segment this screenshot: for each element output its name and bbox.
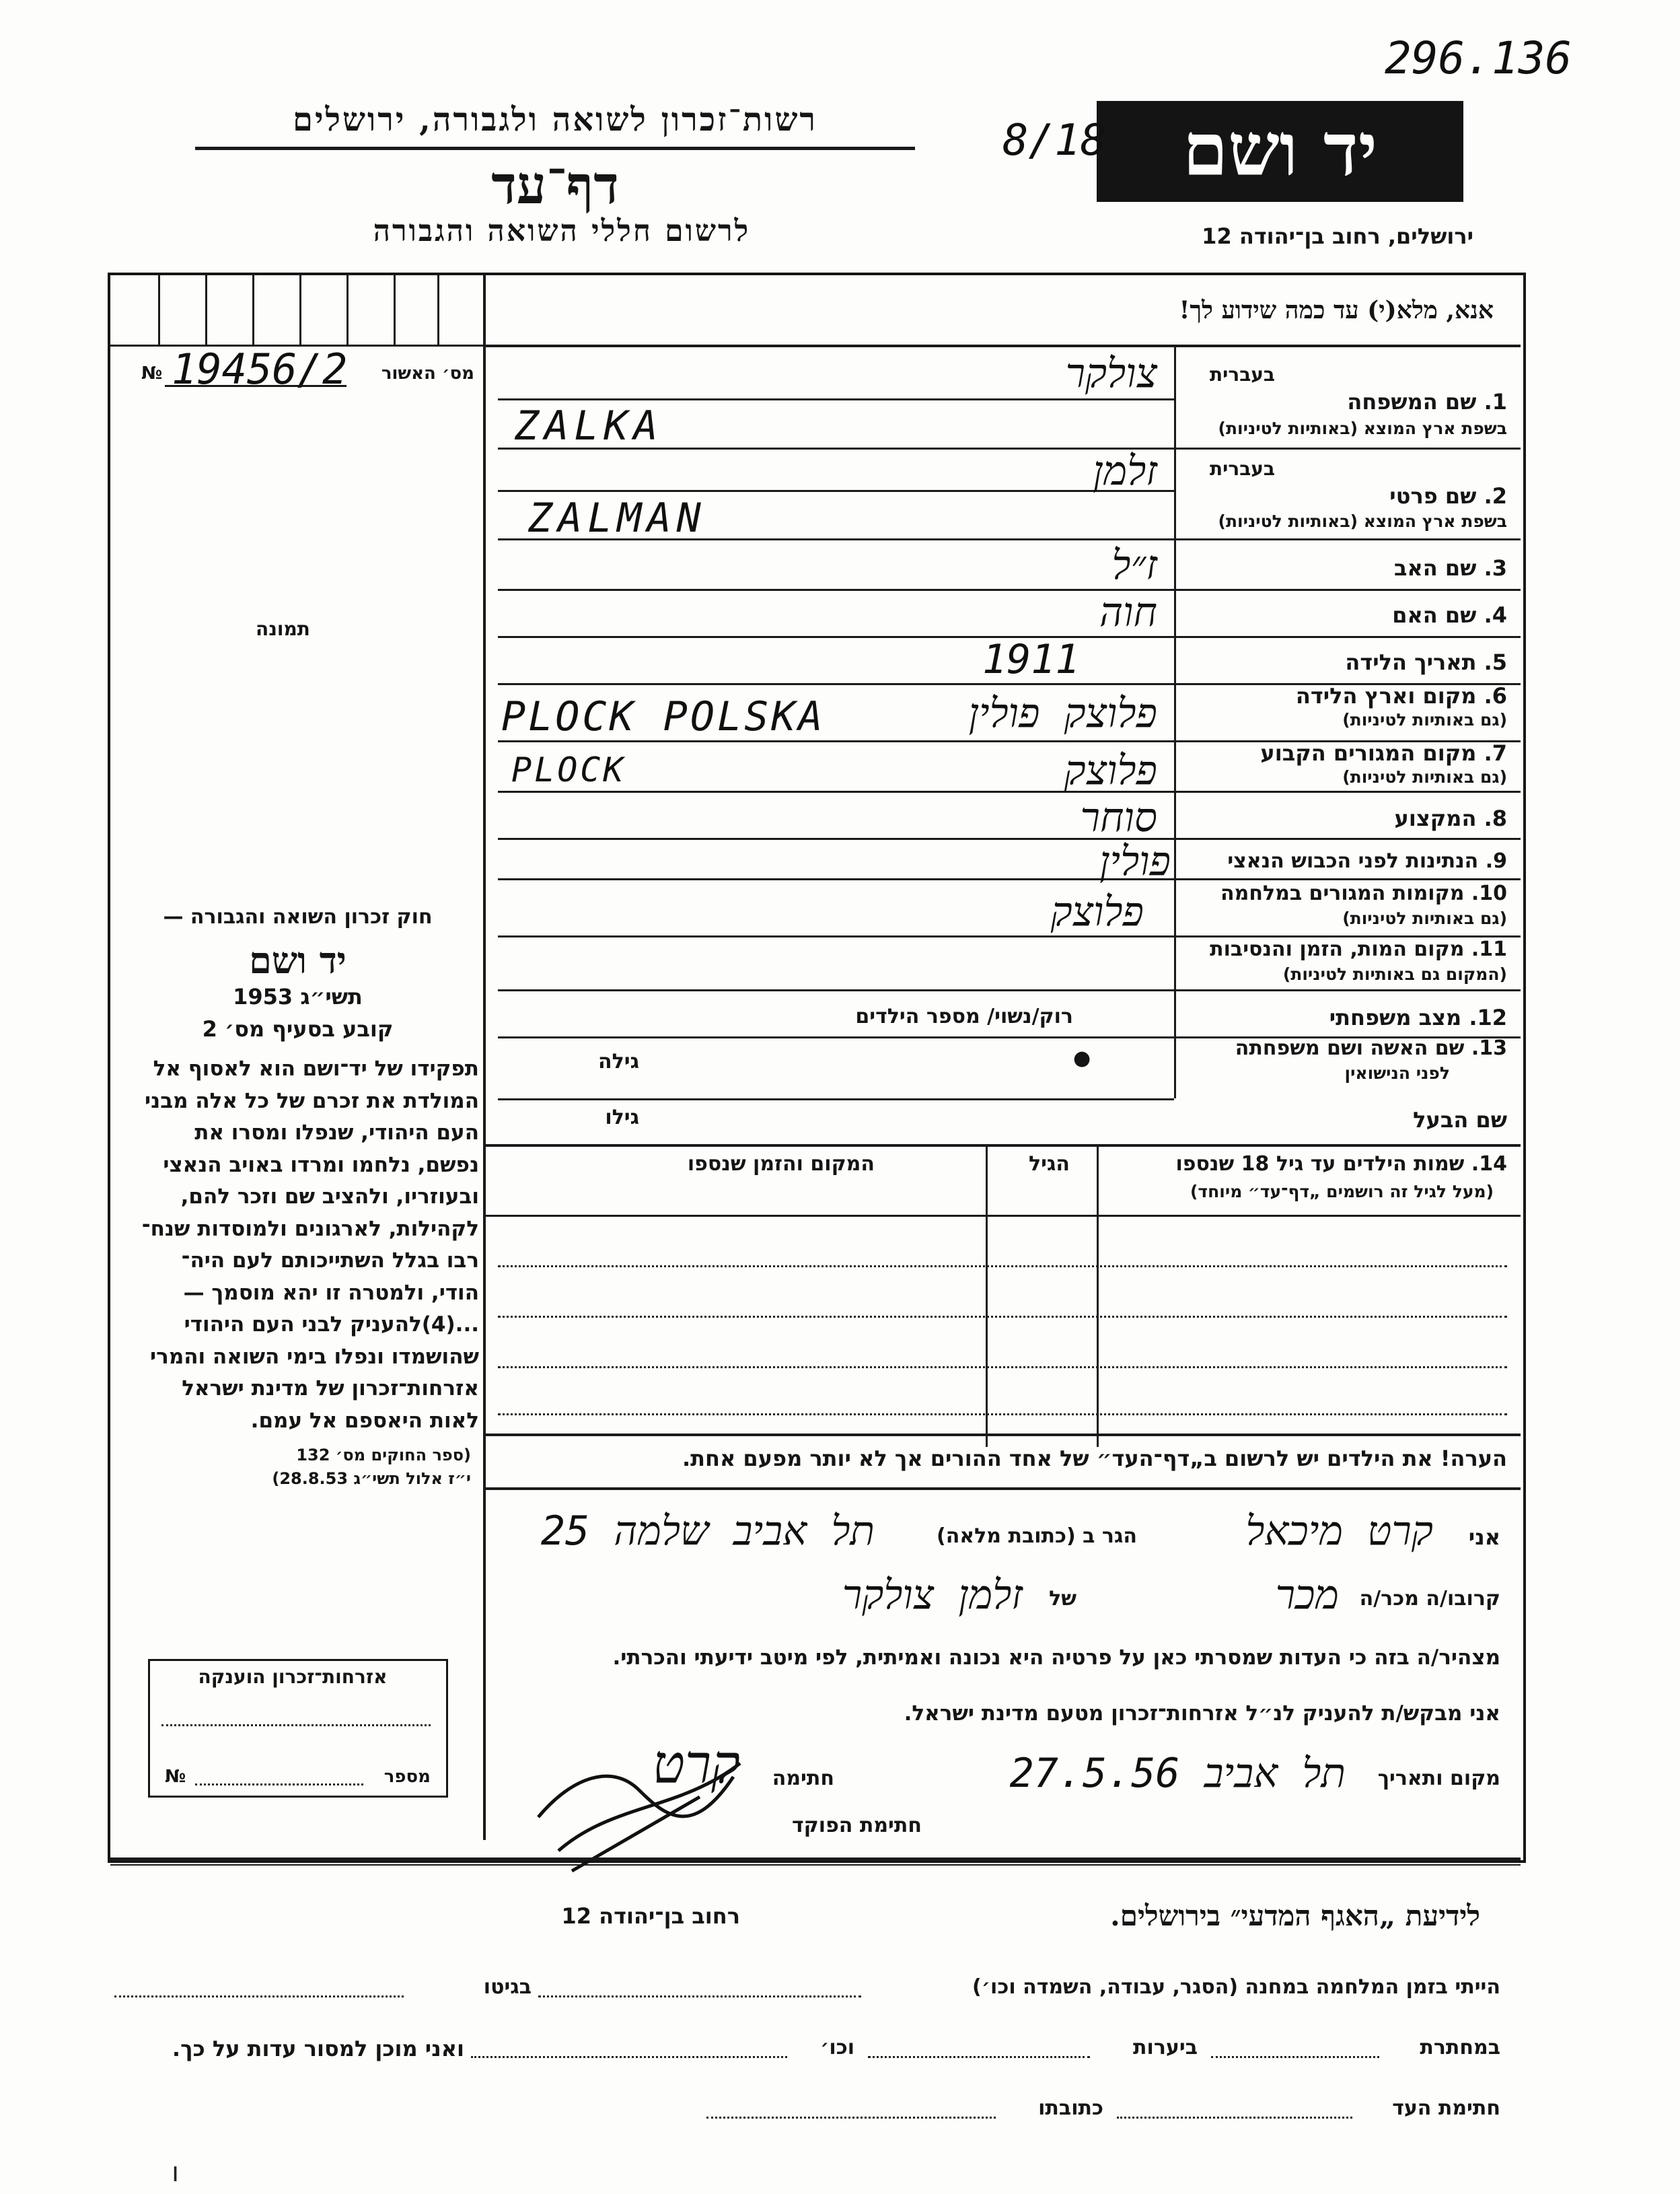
signature-value[interactable]: קרט <box>652 1733 740 1796</box>
grid-cell <box>158 275 160 345</box>
field-12-options[interactable]: רוק/נשוי/ מספר הילדים <box>855 1005 1073 1028</box>
field-2-hebrew-value[interactable]: זלמן <box>1093 448 1157 495</box>
field-1-hebrew-value[interactable]: צולקר <box>1065 350 1157 397</box>
field-1-label: 1. שם המשפחה <box>1347 389 1507 415</box>
law-line: רבו בגלל השתייכותם לעם היה־ <box>181 1248 479 1273</box>
row-line <box>498 989 1521 991</box>
footer-title: לידיעת „האגף המדעי״ בירושלים. <box>1110 1899 1480 1932</box>
law-line: המולדת את זכרם של כל אלה מבני <box>145 1088 479 1113</box>
relation-value[interactable]: מכר <box>1275 1571 1339 1619</box>
field-8-label: 8. המקצוע <box>1394 806 1507 831</box>
field-5-label: 5. תאריך הלידה <box>1345 649 1507 675</box>
declarant-label: אני <box>1468 1524 1500 1550</box>
law-reference: (ספר החוקים מס׳ 132 <box>296 1446 471 1464</box>
grid-cell <box>299 275 301 345</box>
children-label: 14. שמות הילדים עד גיל 18 שנספו <box>1175 1152 1507 1176</box>
citizenship-number-line <box>195 1783 363 1785</box>
citizenship-request: אני מבקש/ת להעניק לנ״ל אזרחות־זכרון מטעם מדינת ישראל. <box>904 1701 1500 1726</box>
footer-witness-line <box>1117 2117 1352 2119</box>
field-13-label: 13. שם האשה ושם משפחתה <box>1235 1036 1507 1060</box>
footer-address-line <box>706 2117 996 2119</box>
citizenship-title: אזרחות־זכרון הוענקה <box>198 1666 388 1688</box>
law-title: חוק זכרון השואה והגבורה — <box>163 905 433 929</box>
registration-number: 19456/2 <box>172 345 348 394</box>
citizenship-dotted-line <box>161 1724 431 1726</box>
place-date-label: מקום ותאריך <box>1377 1767 1500 1790</box>
children-sublabel: (מעל לגיל זה רושמים „דף־עד״ מיוחד) <box>1190 1182 1494 1201</box>
logo-handwritten-note: 8/18 <box>1002 116 1107 166</box>
footer-forest-label: ביערות <box>1133 2036 1198 2059</box>
field-12-label: 12. מצב משפחתי <box>1329 1005 1507 1030</box>
hebrew-label: בעברית <box>1209 458 1275 480</box>
law-line: ובעוזריו, ולהציב שם וזכר להם, <box>180 1184 479 1209</box>
note-text: הערה! את הילדים יש לרשום ב„דף־העד״ של אחד ההורים אך לא יותר מפעם אחת. <box>682 1446 1507 1471</box>
hebrew-label: בעברית <box>1209 363 1275 386</box>
field-6-latin-value[interactable]: PLOCK POLSKA <box>501 693 826 740</box>
law-text-block <box>116 1053 479 1437</box>
archive-stamp-number: 296.136 <box>1385 32 1572 84</box>
children-row <box>498 1316 1507 1318</box>
field-10-value[interactable]: פלוצק <box>1050 888 1144 935</box>
left-column-divider <box>483 275 486 1840</box>
field-6-sublabel: (גם באותיות לטיניות) <box>1342 710 1507 730</box>
footer-underground-label: במחתרת <box>1420 2036 1500 2059</box>
children-age-column: הגיל <box>1029 1152 1070 1176</box>
wife-age-label: גילה <box>598 1050 639 1073</box>
field-7-hebrew-value[interactable]: פלוצק <box>1064 747 1157 794</box>
husband-age-label: גילו <box>605 1106 639 1129</box>
footer-address-label: כתובתו <box>1038 2096 1103 2120</box>
grid-cell <box>437 275 439 345</box>
footer-etc-line <box>471 2056 787 2058</box>
field-11-sublabel: (המקום גם באותיות לטיניות) <box>1282 964 1507 984</box>
children-row <box>498 1413 1507 1415</box>
footer-witness-signature-label: חתימת העד <box>1392 2096 1500 2120</box>
law-year: תשי״ג 1953 <box>233 984 363 1010</box>
children-row <box>498 1366 1507 1368</box>
law-line: העם היהודי, שנפלו ומסרו את <box>194 1121 479 1145</box>
photo-placeholder-label: תמונה <box>256 618 310 640</box>
grid-cell <box>205 275 207 345</box>
children-row <box>498 1265 1507 1267</box>
page-edge-mark: ı <box>172 2157 180 2188</box>
law-line: נפשם, נלחמו ומרדו באויב הנאצי <box>163 1152 479 1177</box>
law-line: לקהילות, לארגונים ולמוסדות שנח־ <box>141 1216 479 1241</box>
grid-cell <box>394 275 396 345</box>
field-8-value[interactable]: סוחר <box>1080 794 1157 841</box>
children-header-line <box>484 1215 1521 1217</box>
note-bottom-line <box>484 1487 1521 1490</box>
form-title: דף־עד <box>491 155 619 216</box>
field-3-label: 3. שם האב <box>1393 555 1507 581</box>
declaration-statement: מצהיר/ה בזה כי העדות שמסרתי כאן על פרטיה היא נכונה ואמיתית, לפי מיטב ידיעתי והכרתי. <box>612 1646 1500 1670</box>
footer-divider <box>110 1857 1521 1861</box>
footer-testimony-statement: ואני מוכן למסור עדות על כך. <box>172 2036 464 2061</box>
footer-ghetto-label: בגיטו <box>483 1975 532 1999</box>
place-date-value[interactable]: תל אביב 27.5.56 <box>1009 1750 1346 1797</box>
field-1-latin-value[interactable]: ZALKA <box>515 402 663 450</box>
citizenship-prefix: № <box>165 1767 186 1787</box>
footer-forest-line <box>868 2056 1090 2058</box>
field-11-label: 11. מקום המות, הזמן והנסיבות <box>1210 937 1507 961</box>
footer-camp-line <box>538 1995 861 1997</box>
declarant-name[interactable]: קרט מיכאל <box>1245 1508 1433 1555</box>
footer-divider-2 <box>110 1864 1521 1866</box>
field-9-label: 9. הנתינות לפני הכבוש הנאצי <box>1227 849 1507 873</box>
header-address: ירושלים, רחוב בן־יהודה 12 <box>1202 223 1473 249</box>
of-value[interactable]: זלמן צולקר <box>842 1571 1023 1619</box>
footer-address: רחוב בן־יהודה 12 <box>561 1903 740 1929</box>
children-col-divider <box>1097 1144 1099 1447</box>
clerk-signature-label: חתימת הפוקד <box>792 1814 922 1837</box>
children-place-column: המקום והזמן שנספו <box>687 1152 875 1176</box>
residence-value[interactable]: תל אביב שלמה 25 <box>540 1508 875 1555</box>
law-line: שהושמדו ונפלו בימי השואה והמרי <box>150 1344 479 1369</box>
residence-label: הגר ב (כתובת מלאה) <box>936 1524 1137 1548</box>
authority-heading: רשות־זכרון לשואה ולגבורה, ירושלים <box>292 101 818 139</box>
logo-text: יד ושם <box>1182 108 1378 192</box>
children-col-divider <box>986 1144 988 1447</box>
citizenship-number-label: מספר <box>384 1767 431 1787</box>
field-7-sublabel: (גם באותיות לטיניות) <box>1342 767 1507 787</box>
field-10-sublabel: (גם באותיות לטיניות) <box>1342 909 1507 928</box>
signature-scribble <box>532 1736 754 1884</box>
law-line: ...(4)להעניק לבני העם היהודי <box>184 1312 479 1337</box>
field-5-value[interactable]: 1911 <box>982 636 1080 683</box>
form-subtitle: לרשום חללי השואה והגבורה <box>373 214 751 248</box>
children-table-bottom <box>484 1434 1521 1436</box>
field-7-label: 7. מקום המגורים הקבוע <box>1260 740 1507 766</box>
of-label: של <box>1049 1587 1076 1611</box>
footer-underground-line <box>1211 2056 1379 2058</box>
field-13-sublabel: לפני הנישואין <box>1344 1063 1450 1083</box>
signature-label: חתימה <box>772 1767 834 1790</box>
row-line <box>498 1098 1174 1100</box>
law-name: יד ושם <box>249 939 346 982</box>
relation-label: קרובו/ה מכר/ה <box>1359 1587 1500 1611</box>
field-7-latin-value[interactable]: PLOCK <box>511 750 626 789</box>
law-reference-date: י״ז אלול תשי״ג 28.8.53) <box>272 1469 471 1488</box>
law-line: אזרחות־זכרון של מדינת ישראל <box>182 1376 479 1401</box>
law-line: תפקידו של יד־ושם הוא לאסוף אל <box>153 1057 479 1081</box>
instruction-text: אנא, מלא(י) עד כמה שידוע לך! <box>1179 296 1494 324</box>
field-6-label: 6. מקום וארץ הלידה <box>1295 683 1507 709</box>
field-1-sublabel: בשפת ארץ המוצא (באותיות לטיניות) <box>1218 419 1507 438</box>
label-column-divider <box>1174 345 1176 1098</box>
registration-prefix: № <box>141 363 163 384</box>
footer-ghetto-line <box>114 1995 404 1997</box>
field-4-label: 4. שם האם <box>1392 602 1507 628</box>
footer-camp-label: הייתי בזמן המלחמה במחנה (הסגר, עבודה, השמדה וכו׳) <box>972 1975 1500 1999</box>
husband-label: שם הבעל <box>1413 1107 1507 1133</box>
bullet-mark: ● <box>1073 1047 1091 1070</box>
field-2-sublabel: בשפת ארץ המוצא (באותיות לטיניות) <box>1218 511 1507 531</box>
yad-vashem-logo <box>1097 101 1463 202</box>
children-table-top <box>484 1144 1521 1147</box>
field-3-value[interactable]: ז״ל <box>1111 542 1157 589</box>
field-2-latin-value[interactable]: ZALMAN <box>528 495 706 542</box>
footer-etc-label: וכו׳ <box>820 2036 854 2059</box>
grid-cell <box>346 275 349 345</box>
law-clause: קובע בסעיף מס׳ 2 <box>202 1016 394 1042</box>
field-4-value[interactable]: חוה <box>1099 589 1157 636</box>
registration-label: מס׳ האשור <box>381 363 474 384</box>
field-9-value[interactable]: פולין <box>1099 838 1171 885</box>
field-10-label: 10. מקומות המגורים במלחמה <box>1220 882 1507 905</box>
field-6-hebrew-value[interactable]: פלוצק פולין <box>968 690 1157 737</box>
authority-underline <box>195 147 915 150</box>
field-2-label: 2. שם פרטי <box>1389 483 1507 509</box>
grid-cell <box>252 275 254 345</box>
row-line <box>498 398 1174 400</box>
registration-underline <box>165 385 346 387</box>
law-line: לאות היאספם אל עמם. <box>250 1408 479 1433</box>
instruction-divider <box>484 345 1521 347</box>
law-line: הודי, ולמטרה זו יהא מוסמך — <box>183 1280 479 1305</box>
